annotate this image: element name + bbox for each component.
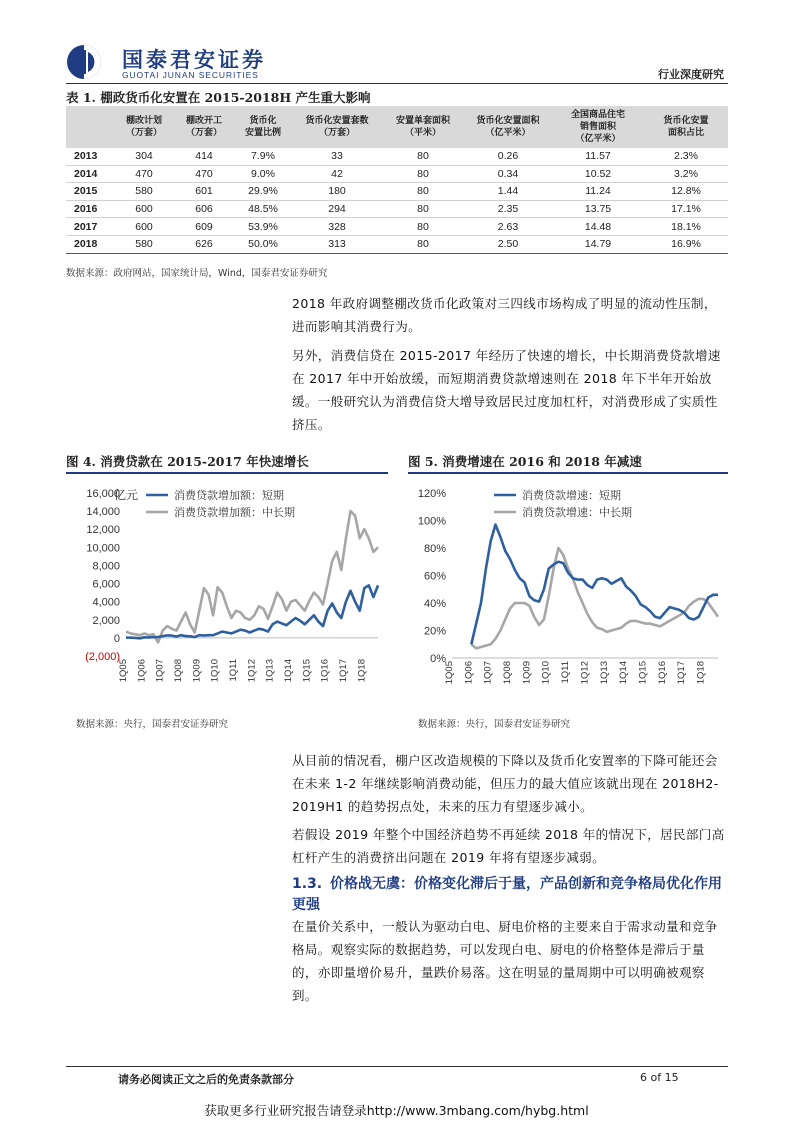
x-tick-label: 1Q10 xyxy=(209,659,221,683)
table-cell: 80 xyxy=(382,235,464,253)
table-cell: 80 xyxy=(382,200,464,218)
section-number: 1.3. xyxy=(292,876,323,892)
table-cell: 609 xyxy=(174,218,234,236)
table-cell: 2.50 xyxy=(464,235,552,253)
table-cell: 17.1% xyxy=(644,200,728,218)
table-cell: 0.26 xyxy=(464,148,552,165)
section-heading xyxy=(292,874,732,916)
figure-5-source: 数据来源：央行，国泰君安证券研究 xyxy=(418,719,571,730)
table-cell: 18.1% xyxy=(644,218,728,236)
x-tick-label: 1Q13 xyxy=(598,661,610,685)
logo-chinese-name: 国泰君安证券 xyxy=(122,47,266,72)
x-tick-label: 1Q06 xyxy=(136,659,148,683)
table-cell: 601 xyxy=(174,183,234,201)
table-cell: 14.48 xyxy=(552,218,644,236)
table-header-cell: 货币化安置面积 （亿平米） xyxy=(464,106,552,148)
legend-label: 消费贷款增速：中长期 xyxy=(522,507,632,519)
x-tick-label: 1Q14 xyxy=(282,659,294,683)
table-cell: 80 xyxy=(382,148,464,165)
table-cell: 2.3% xyxy=(644,148,728,165)
table-cell: 304 xyxy=(114,148,174,165)
figure-4-title: 图 4. 消费贷款在 2015-2017 年快速增长 xyxy=(66,454,309,469)
x-tick-label: 1Q09 xyxy=(191,659,203,683)
x-tick-label: 1Q13 xyxy=(264,659,276,683)
table-header-cell xyxy=(66,106,114,148)
figure-4-source: 数据来源：央行，国泰君安证券研究 xyxy=(76,719,229,730)
x-tick-label: 1Q17 xyxy=(337,659,349,683)
table-header-cell: 安置单套面积 （平米） xyxy=(382,106,464,148)
paragraph-3: 从目前的情况看，棚户区改造规模的下降以及货币化安置率的下降可能还会在未来 1-2 年继续影响消费动能，但压力的最大值应该就出现在 2018H2-2019H1 的趋势拐点处，未来的压力有望逐步减小。 xyxy=(292,753,719,814)
table-cell: 580 xyxy=(114,235,174,253)
x-tick-label: 1Q17 xyxy=(676,661,688,685)
disclaimer-note: 请务必阅读正文之后的免责条款部分 xyxy=(118,1073,294,1086)
table-title: 表 1. 棚政货币化安置在 2015-2018H 产生重大影响 xyxy=(66,90,371,105)
table-row xyxy=(66,183,728,201)
table-cell: 600 xyxy=(114,218,174,236)
table-year-cell: 2015 xyxy=(66,183,114,201)
data-table xyxy=(66,106,728,254)
page-number: 6 of 15 xyxy=(640,1071,679,1084)
table-header-cell: 货币化 安置比例 xyxy=(234,106,292,148)
legend-label: 消费贷款增速：短期 xyxy=(522,490,621,502)
table-cell: 414 xyxy=(174,148,234,165)
section-title: 价格战无虞：价格变化滞后于量，产品创新和竞争格局优化作用更强 xyxy=(292,876,722,913)
logo-english-name: GUOTAI JUNAN SECURITIES xyxy=(122,70,259,80)
y-tick-label: 2,000 xyxy=(92,614,120,627)
figure-5-chart xyxy=(408,476,728,696)
paragraph-2: 另外，消费信贷在 2015-2017 年经历了快速的增长，中长期消费贷款增速在 2017 年中开始放缓，而短期消费贷款增速则在 2018 年下半年开始放缓。一般研究认为消费信贷大增导致居民过度加杠杆，对消费形成了实质性挤压。 xyxy=(292,348,721,432)
table-row xyxy=(66,218,728,236)
download-link[interactable]: 获取更多行业研究报告请登录http://www.3mbang.com/hybg.html xyxy=(204,1103,589,1118)
y-tick-label: 80% xyxy=(423,543,446,555)
table-row xyxy=(66,165,728,183)
table-cell: 10.52 xyxy=(552,165,644,183)
table-year-cell: 2014 xyxy=(66,165,114,183)
table-cell: 626 xyxy=(174,235,234,253)
y-tick-label: 4,000 xyxy=(92,596,120,609)
legend-label: 消费贷款增加额：中长期 xyxy=(174,507,295,519)
y-tick-label: 0 xyxy=(113,632,120,645)
y-tick-label: 16,000 xyxy=(86,488,120,500)
x-tick-label: 1Q07 xyxy=(482,661,494,685)
table-header-row xyxy=(66,106,728,148)
x-tick-label: 1Q06 xyxy=(463,661,475,685)
x-tick-label: 1Q08 xyxy=(502,661,514,685)
table-cell: 80 xyxy=(382,165,464,183)
series-line xyxy=(471,548,718,648)
table-cell: 29.9% xyxy=(234,183,292,201)
y-tick-label: 120% xyxy=(417,488,446,500)
table-cell: 33 xyxy=(292,148,382,165)
x-tick-label: 1Q18 xyxy=(356,659,368,683)
y-tick-label: 6,000 xyxy=(92,578,120,591)
table-header-cell: 棚改开工 （万套） xyxy=(174,106,234,148)
x-tick-label: 1Q14 xyxy=(618,661,630,685)
table-source: 数据来源：政府网站，国家统计局，Wind，国泰君安证券研究 xyxy=(66,268,328,279)
paragraph-1: 2018 年政府调整棚改货币化政策对三四线市场构成了明显的流动性压制，进而影响其消费行为。 xyxy=(292,296,717,334)
table-cell: 53.9% xyxy=(234,218,292,236)
company-logo-icon xyxy=(66,44,106,80)
table-row xyxy=(66,235,728,253)
unit-label: 亿元 xyxy=(114,488,139,502)
x-tick-label: 1Q15 xyxy=(637,661,649,685)
report-category: 行业深度研究 xyxy=(658,68,724,81)
table-row xyxy=(66,200,728,218)
table-cell: 80 xyxy=(382,183,464,201)
table-cell: 470 xyxy=(174,165,234,183)
table-cell: 1.44 xyxy=(464,183,552,201)
x-tick-label: 1Q11 xyxy=(560,661,572,684)
x-tick-label: 1Q05 xyxy=(118,659,129,683)
figure-4-rule xyxy=(66,472,388,474)
footer-divider xyxy=(66,1066,728,1067)
x-tick-label: 1Q18 xyxy=(695,661,707,685)
table-cell: 9.0% xyxy=(234,165,292,183)
figure-5-title: 图 5. 消费增速在 2016 和 2018 年减速 xyxy=(408,454,642,469)
table-cell: 42 xyxy=(292,165,382,183)
table-year-cell: 2016 xyxy=(66,200,114,218)
table-cell: 606 xyxy=(174,200,234,218)
table-cell: 7.9% xyxy=(234,148,292,165)
y-tick-label: 0% xyxy=(430,653,446,665)
table-header-cell: 全国商品住宅 销售面积 （亿平米） xyxy=(552,106,644,148)
figure-4-chart xyxy=(66,476,392,696)
table-cell: 2.35 xyxy=(464,200,552,218)
x-tick-label: 1Q12 xyxy=(579,661,591,685)
table-cell: 2.63 xyxy=(464,218,552,236)
y-tick-label: 12,000 xyxy=(86,524,120,537)
paragraph-4: 若假设 2019 年整个中国经济趋势不再延续 2018 年的情况下，居民部门高杠杆产生的消费挤出问题在 2019 年将有望逐步减弱。 xyxy=(292,827,725,865)
x-tick-label: 1Q10 xyxy=(540,661,552,685)
table-cell: 50.0% xyxy=(234,235,292,253)
table-cell: 0.34 xyxy=(464,165,552,183)
x-tick-label: 1Q07 xyxy=(154,659,166,683)
table-cell: 12.8% xyxy=(644,183,728,201)
y-tick-label: 40% xyxy=(423,598,446,610)
x-tick-label: 1Q16 xyxy=(319,659,331,683)
y-tick-label: 100% xyxy=(417,515,446,528)
y-tick-label: 8,000 xyxy=(92,560,120,573)
x-tick-label: 1Q08 xyxy=(172,659,184,683)
x-tick-label: 1Q16 xyxy=(656,661,668,685)
table-cell: 11.57 xyxy=(552,148,644,165)
table-body xyxy=(66,148,728,253)
table-cell: 80 xyxy=(382,218,464,236)
table-cell: 580 xyxy=(114,183,174,201)
table-year-cell: 2013 xyxy=(66,148,114,165)
table-cell: 313 xyxy=(292,235,382,253)
table-cell: 14.79 xyxy=(552,235,644,253)
x-tick-label: 1Q09 xyxy=(521,661,533,685)
table-header-cell: 棚改计划 （万套） xyxy=(114,106,174,148)
table-cell: 600 xyxy=(114,200,174,218)
table-cell: 11.24 xyxy=(552,183,644,201)
y-tick-label: (2,000) xyxy=(85,651,120,663)
y-tick-label: 20% xyxy=(423,625,446,638)
series-line xyxy=(126,511,378,642)
x-tick-label: 1Q15 xyxy=(301,659,313,683)
table-cell: 294 xyxy=(292,200,382,218)
table-cell: 3.2% xyxy=(644,165,728,183)
table-row xyxy=(66,148,728,165)
x-tick-label: 1Q05 xyxy=(444,661,455,685)
x-tick-label: 1Q11 xyxy=(227,659,239,682)
figure-5-rule xyxy=(408,472,728,474)
table-cell: 180 xyxy=(292,183,382,201)
y-tick-label: 60% xyxy=(423,570,446,583)
y-tick-label: 14,000 xyxy=(86,506,120,519)
table-cell: 16.9% xyxy=(644,235,728,253)
table-header-cell: 货币化安置 面积占比 xyxy=(644,106,728,148)
legend-label: 消费贷款增加额：短期 xyxy=(174,490,284,502)
table-cell: 328 xyxy=(292,218,382,236)
table-year-cell: 2018 xyxy=(66,235,114,253)
table-cell: 470 xyxy=(114,165,174,183)
paragraph-5: 在量价关系中，一般认为驱动白电、厨电价格的主要来自于需求动量和竞争格局。观察实际的数据趋势，可以发现白电、厨电的价格整体是滞后于量的，亦即量增价易升，量跌价易落。这在明显的量周期中可以明确被观察到。 xyxy=(292,919,718,1003)
table-year-cell: 2017 xyxy=(66,218,114,236)
table-header-cell: 货币化安置套数 （万套） xyxy=(292,106,382,148)
x-tick-label: 1Q12 xyxy=(246,659,258,683)
table-cell: 13.75 xyxy=(552,200,644,218)
y-tick-label: 10,000 xyxy=(86,542,120,555)
table-cell: 48.5% xyxy=(234,200,292,218)
header-divider xyxy=(66,83,728,84)
